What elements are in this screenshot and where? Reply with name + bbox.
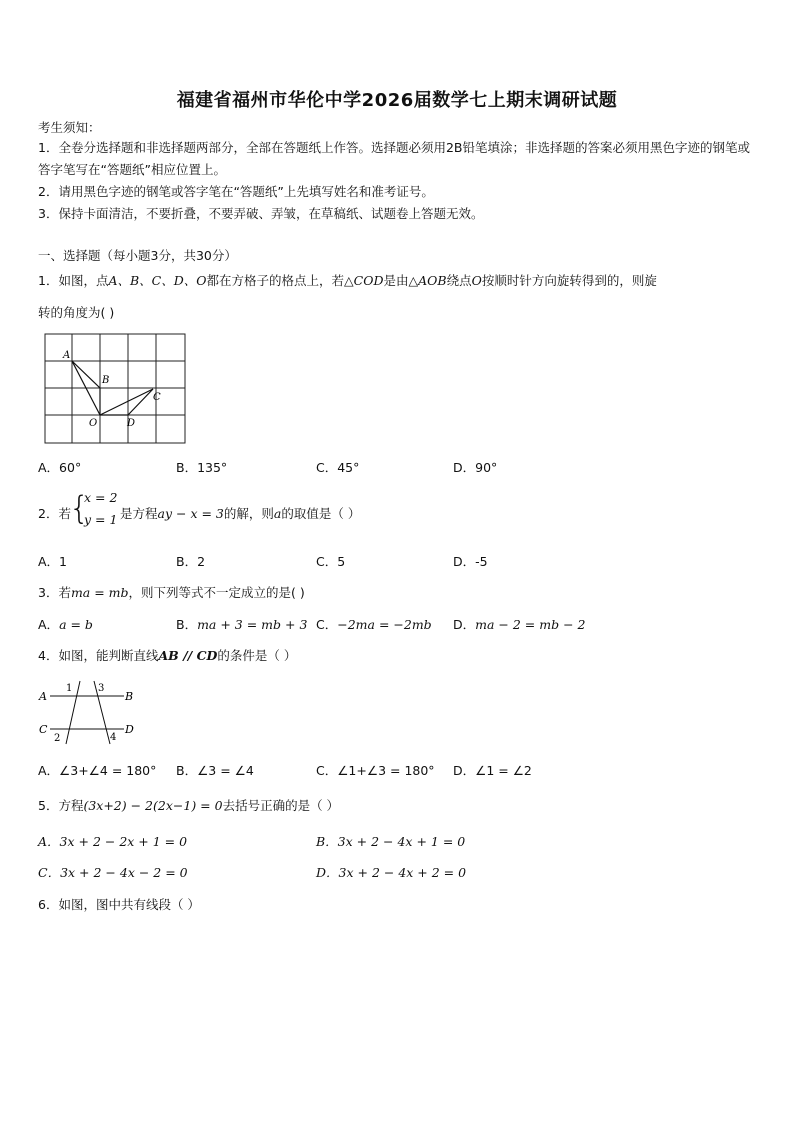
q2-option-b: B．2 [176,554,206,569]
q1-label-B: B [102,375,110,386]
q1-label-C: C [153,392,161,403]
q4-parallel-figure [38,676,142,746]
exam-page: 福建省福州市华伦中学2026届数学七上期末调研试题 考生须知： 1．全卷分选择题和非选择题两部分，全部在答题纸上作答。选择题必须用2B铅笔填涂；非选择题的答案必须用黑色字迹的钢笔或答字笔写在“答题纸”相应位置上。 2．请用黑色字迹的钢笔或答字笔在“答题纸”上先填写姓名和准考证号。 3．保持卡面清洁，不要折叠，不要弄破、弄皱，在草稿纸、试题卷上答题无效。 一、选择题（每小题3分，共30分） 1．如图，点A、B、C、D、O都在方格子的格点上，若△COD是由△AOB绕点O按顺时针方向旋转得到的，则旋 转的角度为( ) A B C O D A．60° B．135° C．45° D．90° 2．若 { x = 2 y = 1 是方程ay − x = 3的解，则a的取值是（ ） A．1 B．2 C．5 D．-5 3．若ma = mb，则下列等式不一定成立的是( ) A．a = b B．ma + 3 = mb + 3 C．−2ma = −2mb D．ma − 2 = mb − 2 4．如图，能判断直线AB // CD的条件是（ ） A B C D 1 3 2 4 A．∠3+∠4 = 180° B．∠3 = ∠4 C．∠1+∠3 = 180° D．∠1 = ∠2 5．方程(3x+2) − 2(2x−1) = 0去括号正确的是（ ） A．3x + 2 − 2x + 1 = 0 B．3x + 2 − 4x + 1 = 0 C．3x + 2 − 4x − 2 = 0 D．3x + 2 − 4x + 2 = 0 6．如图，图中共有线段（ ） [0,0,794,1123]
q1-stem: 1．如图，点A、B、C、D、O都在方格子的格点上，若△COD是由△AOB绕点O按顺时针方向旋转得到的，则旋 [38,273,657,288]
q3-option-c: C．−2ma = −2mb [316,617,432,632]
notice-item-3: 3．保持卡面清洁，不要折叠，不要弄破、弄皱，在草稿纸、试题卷上答题无效。 [38,206,484,221]
q1-label-D: D [127,418,136,429]
q3-option-b: B．ma + 3 = mb + 3 [176,617,308,632]
q5-option-c: C．3x + 2 − 4x − 2 = 0 [38,865,188,880]
notice-item-1: 1．全卷分选择题和非选择题两部分，全部在答题纸上作答。选择题必须用2B铅笔填涂；非选择题的答案必须用黑色字迹的钢笔或答字笔写在“答题纸”相应位置上。 [38,140,750,177]
q1-option-d: D．90° [453,460,498,475]
q1-stem-line2: 转的角度为( ) [38,305,115,320]
q1-option-c: C．45° [316,460,360,475]
notice-heading: 考生须知： [38,120,101,135]
q4-stem: 4．如图，能判断直线AB // CD的条件是（ ） [38,648,297,663]
q4-label-A: A [39,690,47,703]
q3-option-d: D．ma − 2 = mb − 2 [453,617,586,632]
q4-option-a: A．∠3+∠4 = 180° [38,763,157,778]
q2-option-d: D．-5 [453,554,488,569]
notice-item-2: 2．请用黑色字迹的钢笔或答字笔在“答题纸”上先填写姓名和准考证号。 [38,184,434,199]
q4-angle-3: 3 [98,683,105,694]
q2-option-c: C．5 [316,554,346,569]
q5-stem: 5．方程(3x+2) − 2(2x−1) = 0去括号正确的是（ ） [38,798,340,813]
page-title: 福建省福州市华伦中学2026届数学七上期末调研试题 [176,90,618,111]
q5-option-b: B．3x + 2 − 4x + 1 = 0 [316,834,466,849]
q3-stem: 3．若ma = mb，则下列等式不一定成立的是( ) [38,585,305,600]
q4-option-c: C．∠1+∠3 = 180° [316,763,435,778]
q4-label-B: B [125,690,134,703]
q4-label-C: C [39,723,48,736]
section-heading: 一、选择题（每小题3分，共30分） [38,248,237,263]
q1-grid-figure [44,333,188,445]
q1-option-b: B．135° [176,460,228,475]
q5-option-a: A．3x + 2 − 2x + 1 = 0 [38,834,188,849]
q1-label-O: O [89,418,98,429]
q4-angle-2: 2 [54,733,61,744]
q1-label-A: A [63,350,71,361]
q4-label-D: D [125,723,134,736]
q4-option-d: D．∠1 = ∠2 [453,763,532,778]
q4-option-b: B．∠3 = ∠4 [176,763,254,778]
q4-angle-4: 4 [110,732,117,743]
q5-option-d: D．3x + 2 − 4x + 2 = 0 [316,865,467,880]
q4-angle-1: 1 [66,683,73,694]
q1-option-a: A．60° [38,460,82,475]
q2-option-a: A．1 [38,554,68,569]
q6-stem: 6．如图，图中共有线段（ ） [38,897,200,912]
q3-option-a: A．a = b [38,617,93,632]
